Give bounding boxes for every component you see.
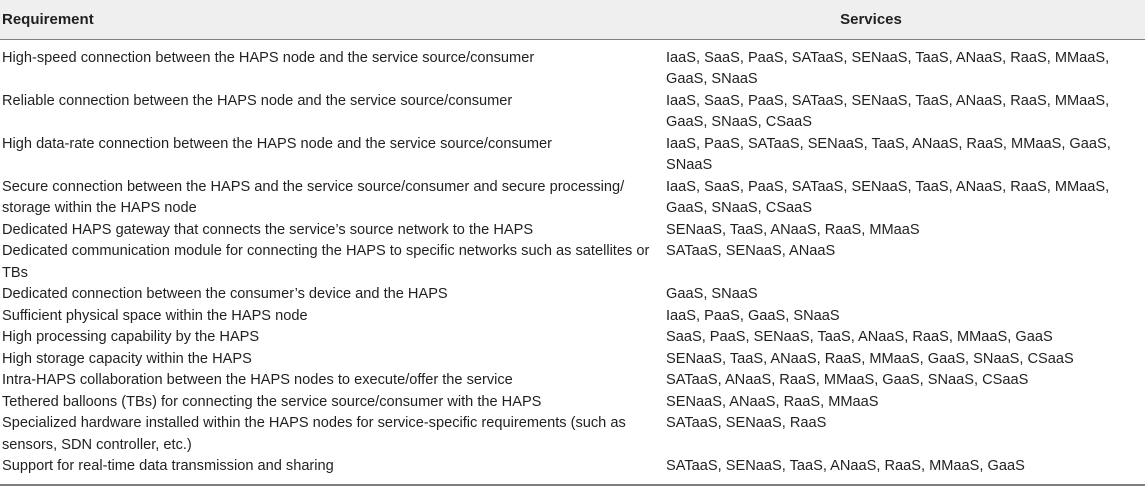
table-row — [0, 456, 1145, 486]
table-body — [0, 39, 1145, 486]
table-row — [0, 327, 1145, 349]
requirement-cell: High data-rate connection between the HAPS node and the service source/consumer — [2, 135, 553, 152]
table-row — [0, 370, 1145, 392]
services-cell: SATaaS, ANaaS, RaaS, MMaaS, GaaS, SNaaS, CSaaS — [666, 372, 1029, 388]
services-cell: SATaaS, SENaaS, RaaS — [666, 415, 827, 431]
requirement-cell: High storage capacity within the HAPS — [2, 350, 252, 367]
requirement-cell: Sufficient physical space within the HAPS node — [2, 307, 308, 324]
table-header — [0, 0, 1145, 39]
requirement-cell: Dedicated HAPS gateway that connects the service’s source network to the HAPS — [2, 221, 534, 238]
requirement-cell: Support for real-time data transmission and sharing — [2, 458, 334, 474]
table-row — [0, 177, 1145, 220]
header-row — [0, 0, 1145, 39]
table-row — [0, 349, 1145, 371]
table-row — [0, 91, 1145, 134]
services-cell: IaaS, SaaS, PaaS, SATaaS, SENaaS, TaaS, ANaaS, RaaS, MMaaS, GaaS, SNaaS, CSaaS — [666, 92, 1110, 130]
services-cell: IaaS, PaaS, GaaS, SNaaS — [666, 307, 840, 324]
services-cell: GaaS, SNaaS — [666, 286, 758, 302]
services-cell: SaaS, PaaS, SENaaS, TaaS, ANaaS, RaaS, MMaaS, GaaS — [666, 329, 1053, 345]
requirement-cell: High-speed connection between the HAPS node and the service source/consumer — [2, 49, 535, 66]
services-cell: SENaaS, ANaaS, RaaS, MMaaS — [666, 393, 879, 410]
table-row — [0, 392, 1145, 414]
requirement-column-header: Requirement — [2, 10, 94, 28]
requirement-cell: Specialized hardware installed within the HAPS nodes for service-specific requirements (such as sensors, SDN controller, etc.) — [2, 415, 626, 453]
services-cell: SENaaS, TaaS, ANaaS, RaaS, MMaaS — [666, 221, 920, 238]
services-cell: IaaS, SaaS, PaaS, SATaaS, SENaaS, TaaS, ANaaS, RaaS, MMaaS, GaaS, SNaaS, CSaaS — [666, 178, 1110, 216]
table-row — [0, 306, 1145, 328]
requirement-cell: Intra-HAPS collaboration between the HAPS nodes to execute/offer the service — [2, 372, 513, 388]
requirement-cell: High processing capability by the HAPS — [2, 329, 260, 345]
services-cell: SATaaS, SENaaS, ANaaS — [666, 243, 836, 259]
table-row — [0, 241, 1145, 284]
table-bottom-rule — [0, 484, 1145, 486]
requirement-cell: Tethered balloons (TBs) for connecting the service source/consumer with the HAPS — [2, 393, 542, 410]
requirement-cell: Secure connection between the HAPS and the service source/consumer and secure processing/ storage within the HAPS node — [2, 178, 625, 216]
services-column-header: Services — [840, 10, 902, 28]
services-cell: SENaaS, TaaS, ANaaS, RaaS, MMaaS, GaaS, SNaaS, CSaaS — [666, 350, 1074, 367]
requirement-cell: Dedicated communication module for connecting the HAPS to specific networks such as satellites or TBs — [2, 243, 650, 281]
table-row — [0, 413, 1145, 456]
table-row — [0, 134, 1145, 177]
table-row — [0, 220, 1145, 242]
services-cell: IaaS, PaaS, SATaaS, SENaaS, TaaS, ANaaS, RaaS, MMaaS, GaaS, SNaaS — [666, 135, 1111, 173]
requirement-cell: Dedicated connection between the consumer’s device and the HAPS — [2, 286, 448, 302]
table-row — [0, 284, 1145, 306]
requirement-cell: Reliable connection between the HAPS node and the service source/consumer — [2, 92, 513, 109]
services-cell: SATaaS, SENaaS, TaaS, ANaaS, RaaS, MMaaS, GaaS — [666, 458, 1025, 474]
services-cell: IaaS, SaaS, PaaS, SATaaS, SENaaS, TaaS, ANaaS, RaaS, MMaaS, GaaS, SNaaS — [666, 49, 1110, 87]
table-row — [0, 39, 1145, 91]
